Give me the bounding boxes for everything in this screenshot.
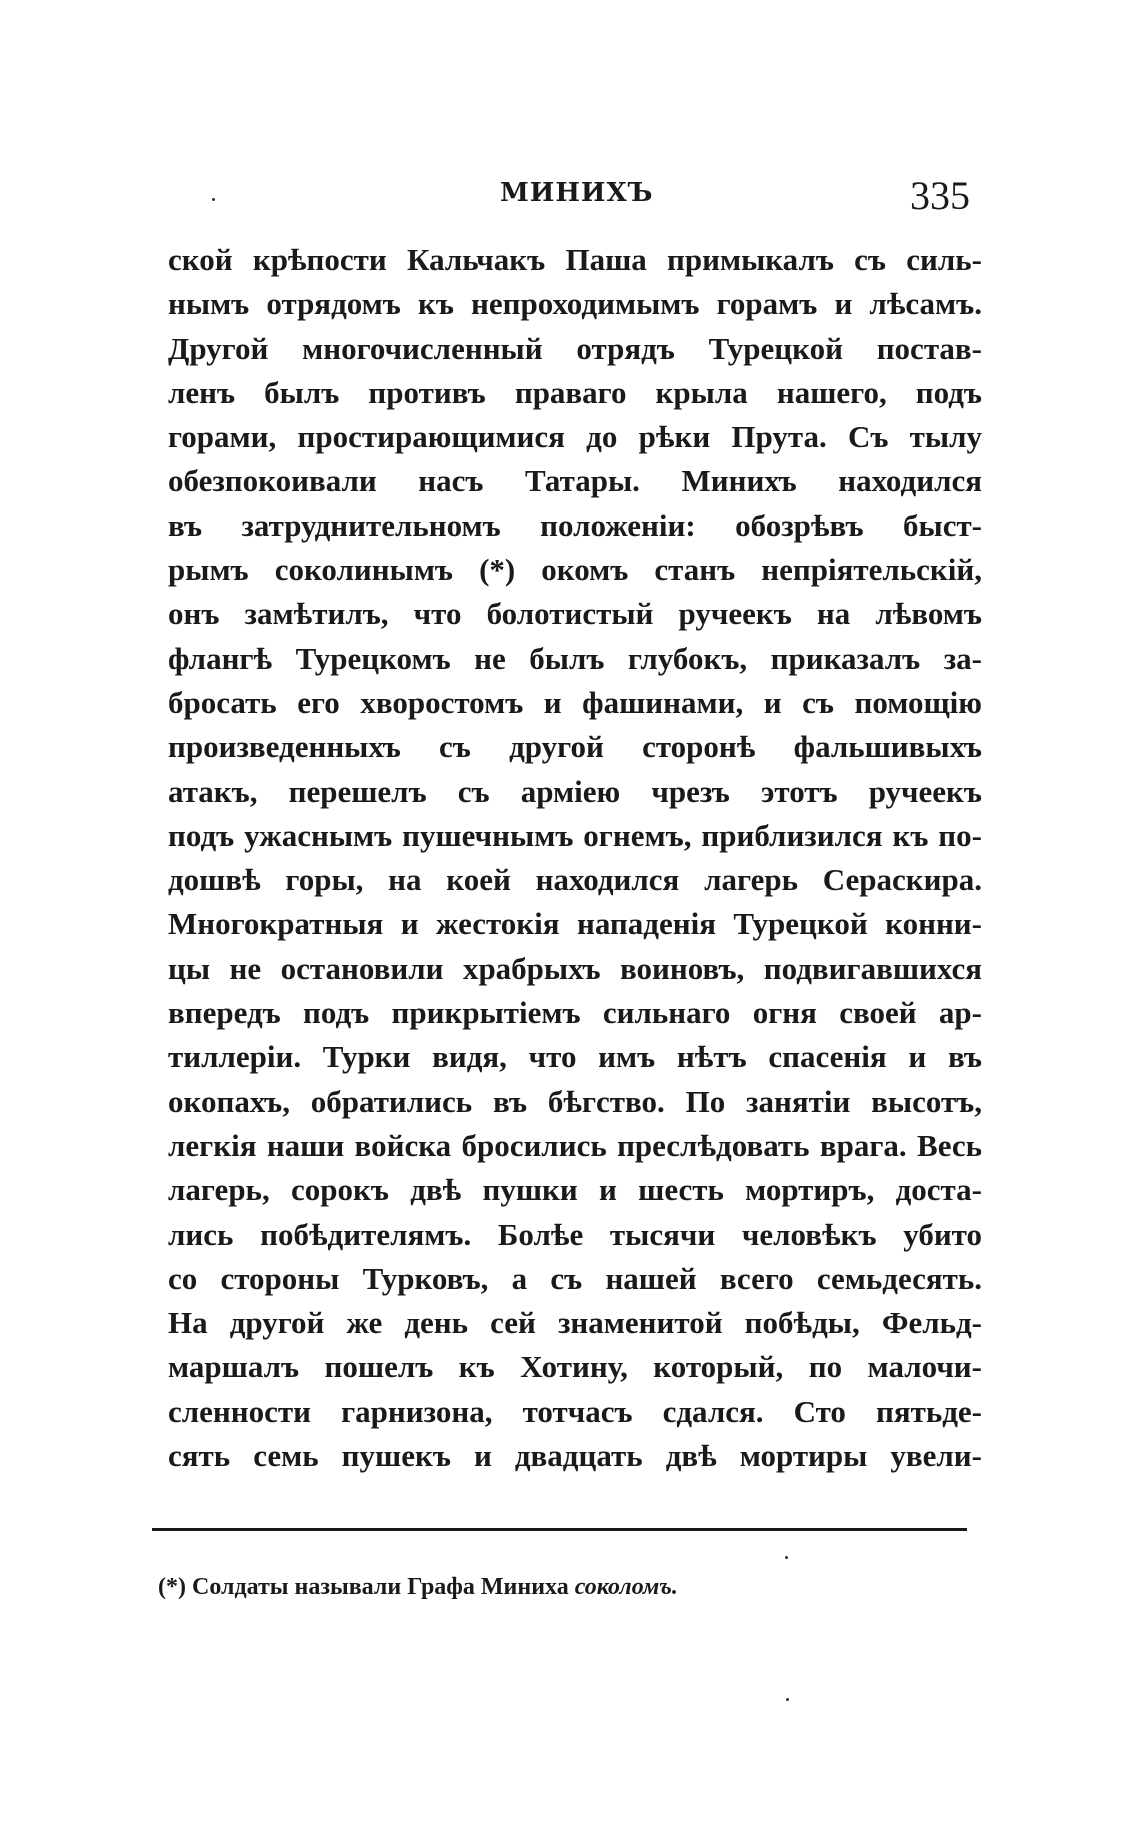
text-line: атакъ, перешелъ съ арміею чрезъ этотъ ручеекъ: [168, 773, 982, 809]
text-line: лагерь, сорокъ двѣ пушки и шесть мортиръ, доста-: [168, 1172, 982, 1208]
text-line: рымъ соколинымъ (*) окомъ станъ непріятельскій,: [168, 552, 982, 588]
footnote-text: Солдаты называли Графа Миниха: [191, 1574, 569, 1600]
footnote: [158, 1574, 678, 1601]
text-line: произведенныхъ съ другой сторонѣ фальшивыхъ: [168, 729, 982, 765]
text-line: онъ замѣтилъ, что болотистый ручеекъ на лѣвомъ: [168, 596, 982, 632]
text-line: ской крѣпости Кальчакъ Паша примыкалъ съ силь-: [168, 242, 982, 277]
footnote-marker: (*): [158, 1574, 186, 1600]
running-head: МИНИХЪ: [500, 178, 654, 208]
text-line: бросать его хворостомъ и фашинами, и съ помощію: [168, 684, 982, 720]
text-line: подъ ужаснымъ пушечнымъ огнемъ, приблизился къ по-: [168, 817, 982, 853]
text-line: цы не остановили храбрыхъ воиновъ, подвигавшихся: [168, 950, 982, 986]
text-line: легкія наши войска бросились преслѣдовать врага. Весь: [168, 1127, 982, 1163]
text-line: дошвѣ горы, на коей находился лагерь Сераскира.: [168, 862, 982, 898]
scan-speck: [212, 198, 215, 201]
footnote-divider: [152, 1528, 967, 1531]
text-line: въ затруднительномъ положеніи: обозрѣвъ быст-: [168, 507, 982, 543]
scan-speck: [786, 1698, 789, 1701]
text-line: со стороны Турковъ, а съ нашей всего семьдесять.: [168, 1260, 982, 1296]
text-line: окопахъ, обратились въ бѣгство. По занятіи высотъ,: [168, 1083, 982, 1119]
text-line: сленности гарнизона, тотчасъ сдался. Сто пятьде-: [168, 1393, 982, 1429]
text-line: маршалъ пошелъ къ Хотину, который, по малочи-: [168, 1349, 982, 1385]
text-line: впередъ подъ прикрытіемъ сильнаго огня своей ар-: [168, 995, 982, 1031]
text-line: тиллеріи. Турки видя, что имъ нѣтъ спасенія и въ: [168, 1039, 982, 1075]
text-line: лись побѣдителямъ. Болѣе тысячи человѣкъ убито: [168, 1216, 982, 1252]
text-line: горами, простирающимися до рѣки Прута. Съ тылу: [168, 419, 982, 455]
text-line: Многократныя и жестокія нападенія Турецкой конни-: [168, 906, 982, 942]
footnote-italic-word: соколомъ.: [574, 1574, 678, 1600]
text-line: сять семь пушекъ и двадцать двѣ мортиры увели-: [168, 1438, 982, 1474]
body-text: [168, 238, 982, 1478]
text-line: нымъ отрядомъ къ непроходимымъ горамъ и лѣсамъ.: [168, 286, 982, 322]
text-line: обезпокоивали насъ Татары. Минихъ находился: [168, 463, 982, 499]
scan-speck: [785, 1556, 788, 1559]
text-line: Другой многочисленный отрядъ Турецкой постав-: [168, 330, 982, 366]
text-line: На другой же день сей знаменитой побѣды, Фельд-: [168, 1305, 982, 1341]
text-line: флангѣ Турецкомъ не былъ глубокъ, приказалъ за-: [168, 640, 982, 676]
text-line: ленъ былъ противъ праваго крыла нашего, подъ: [168, 374, 982, 410]
page-number: 335: [910, 173, 970, 218]
